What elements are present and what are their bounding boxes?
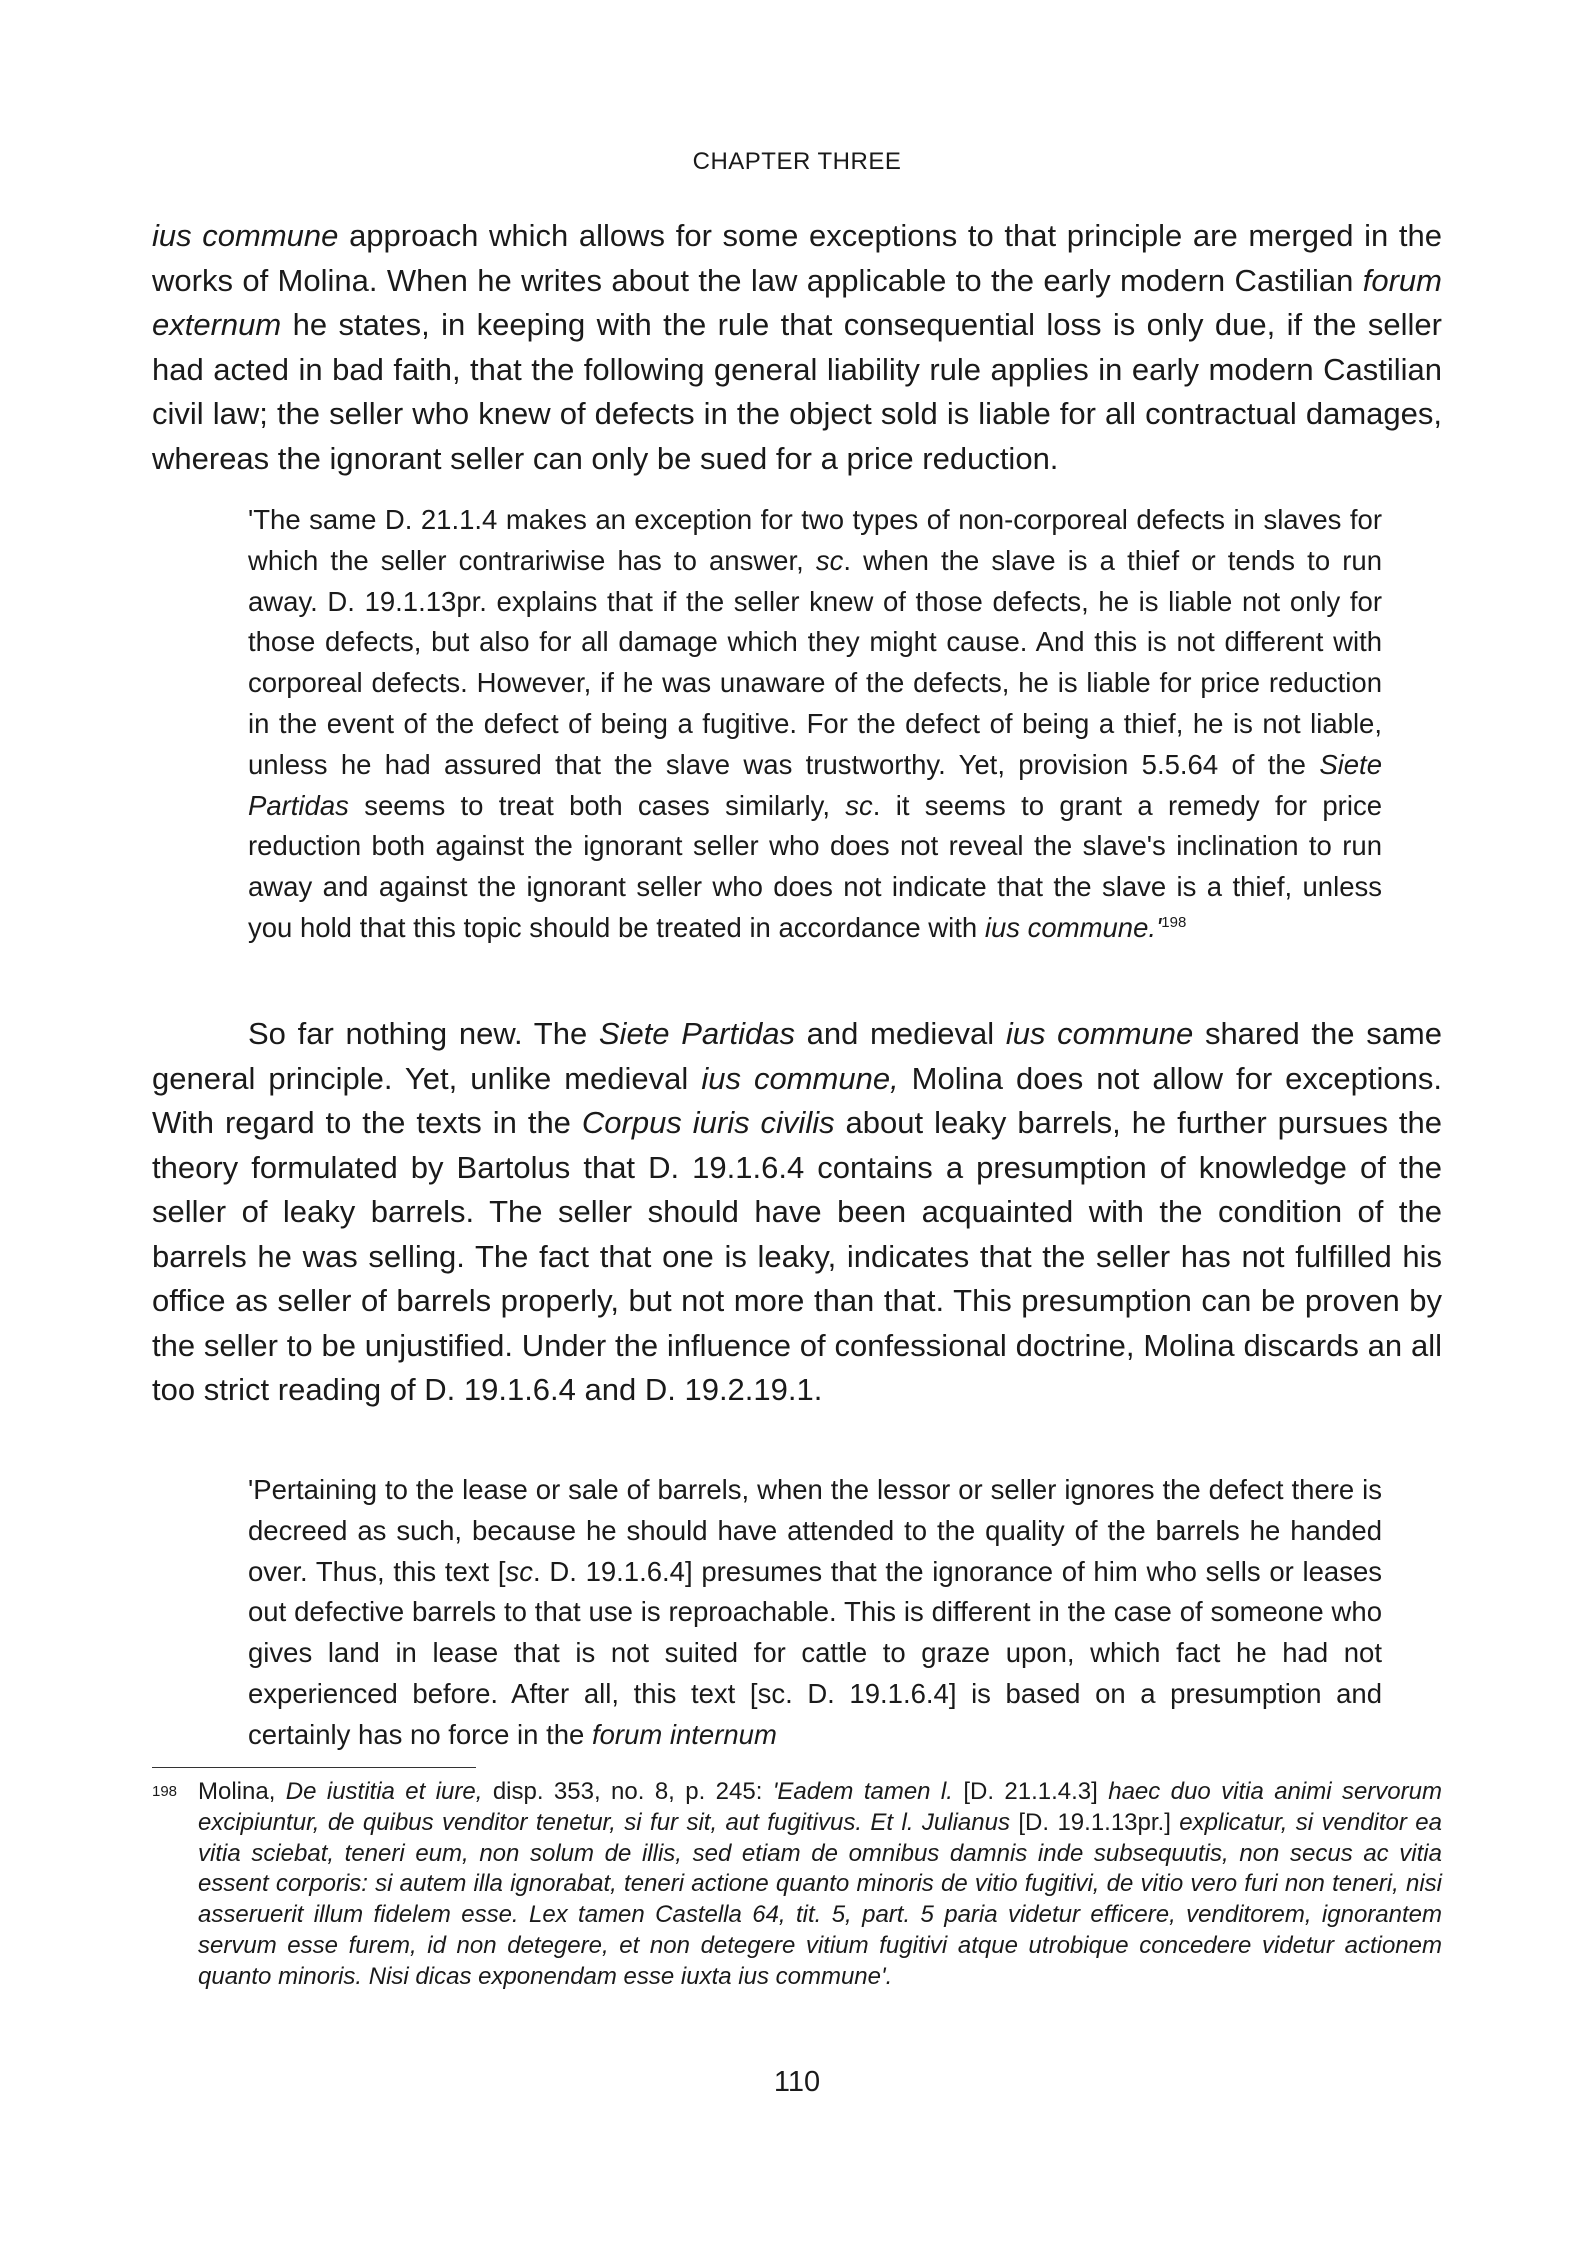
italic-term: Siete Partidas [598,1016,795,1051]
italic-term: forum internum [591,1718,777,1750]
italic-term: ius commune, [701,1060,899,1096]
italic-term: ius commune [152,218,339,253]
italic-term: Siete Partidas [248,748,1382,821]
body-paragraph-2: So far nothing new. The Siete Partidas and medieval ius commune shared the same general principle. Yet, unlike medieval ius commune, Molina does not allow for exceptions. With regard to the texts in the Corpus iuris civilis about leaky barrels, he further pursues the theory formulated by Bartolus that D. 19.1.6.4 contains a presumption of knowledge of the seller of leaky barrels. The seller should have been acquainted with the condition of the barrels he was selling. The fact that one is leaky, indicates that the seller has not fulfilled his office as seller of barrels properly, but not more than that. This presumption can be proven by the seller to be unjustified. Under the influence of confessional doctrine, Molina discards an all too strict reading of D. 19.1.6.4 and D. 19.2.19.1. [152,1016,1443,1407]
block-quote-1: 'The same D. 21.1.4 makes an exception for two types of non-corporeal defects in slaves for which the seller contrariwise has to answer, sc. when the slave is a thief or tends to run away. D. 19.1.13pr. explains that if the seller knew of those defects, he is liable not only for those defects, but also for all damage which they might cause. And this is not different with corporeal defects. However, if he was unaware of the defects, he is liable for price reduction in the event of the defect of being a fugitive. For the defect of being a thief, he is not liable, unless he had assured that the slave was trustworthy. Yet, provision 5.5.64 of the Siete Partidas seems to treat both cases similarly, sc. it seems to grant a remedy for price reduction both against the ignorant seller who does not reveal the slave's inclination to run away and against the ignorant seller who does not indicate that the slave is a thief, unless you hold that this topic should be treated in accordance with ius $commune.'^{198}$ [248,504,1382,943]
footnote-number: 198 [152,1783,178,1800]
footnote-198 [152,1777,1442,1993]
body-paragraph-1: ius commune approach which allows for some exceptions to that principle are merged in the works of Molina. When he writes about the law applicable to the early modern Castilian forum externum he states, in keeping with the rule that consequential loss is only due, if the seller had acted in bad faith, that the following general liability rule applies in early modern Castilian civil law; the seller who knew of defects in the object sold is liable for all contractual damages, whereas the ignorant seller can only be sued for a price reduction. [152,218,1442,476]
italic-term: ius commune.' [984,911,1162,943]
footnote-text: Molina, De iustitia et iure, disp. 353, no. 8, p. 245: 'Eadem tamen l. [D. 21.1.4.3] haec duo vitia animi servorum excipiuntur, de quibus venditor tenetur, si fur sit, aut fugitivus. Et l. Julianus [D. 19.1.13pr.] explicatur, si venditor ea vitia sciebat, teneri eum, non solum de illis, sed etiam de omnibus damnis inde subsequutis, non secus ac vitia essent corporis: si autem illa ignorabat, teneri actione quanto minoris de vitio fugitivi, de vitio vero furi non teneri, nisi asseruerit illum fidelem esse. Lex tamen Castella 64, tit. 5, part. 5 paria videtur efficere, venditorem, ignorantem servum esse furem, id non detegere, et non detegere vitium fugitivi atque utrobique concedere videtur actionem quanto minoris. Nisi dicas exponendam esse iuxta ius commune'. [198,1778,1442,1990]
block-quote-2: 'Pertaining to the lease or sale of barrels, when the lessor or seller ignores the defect there is decreed as such, because he should have attended to the quality of the barrels he handed over. Thus, this text [sc. D. 19.1.6.4] presumes that the ignorance of him who sells or leases out defective barrels to that use is reproachable. This is different in the case of someone who gives land in lease that is not suited for cattle to graze upon, which fact he had not experienced before. After all, this text [sc. D. 19.1.6.4] is based on a presumption and certainly has no force in the forum internum [248,1474,1382,1750]
italic-term: ius commune [1005,1016,1194,1051]
footnote-separator [152,1767,476,1768]
footnote-reference[interactable]: 198 [1161,913,1187,931]
running-header: CHAPTER THREE [692,148,902,175]
italic-term: Corpus iuris civilis [581,1105,835,1140]
italic-term: forum externum [152,262,1442,342]
page-number: 110 [773,2066,821,2098]
